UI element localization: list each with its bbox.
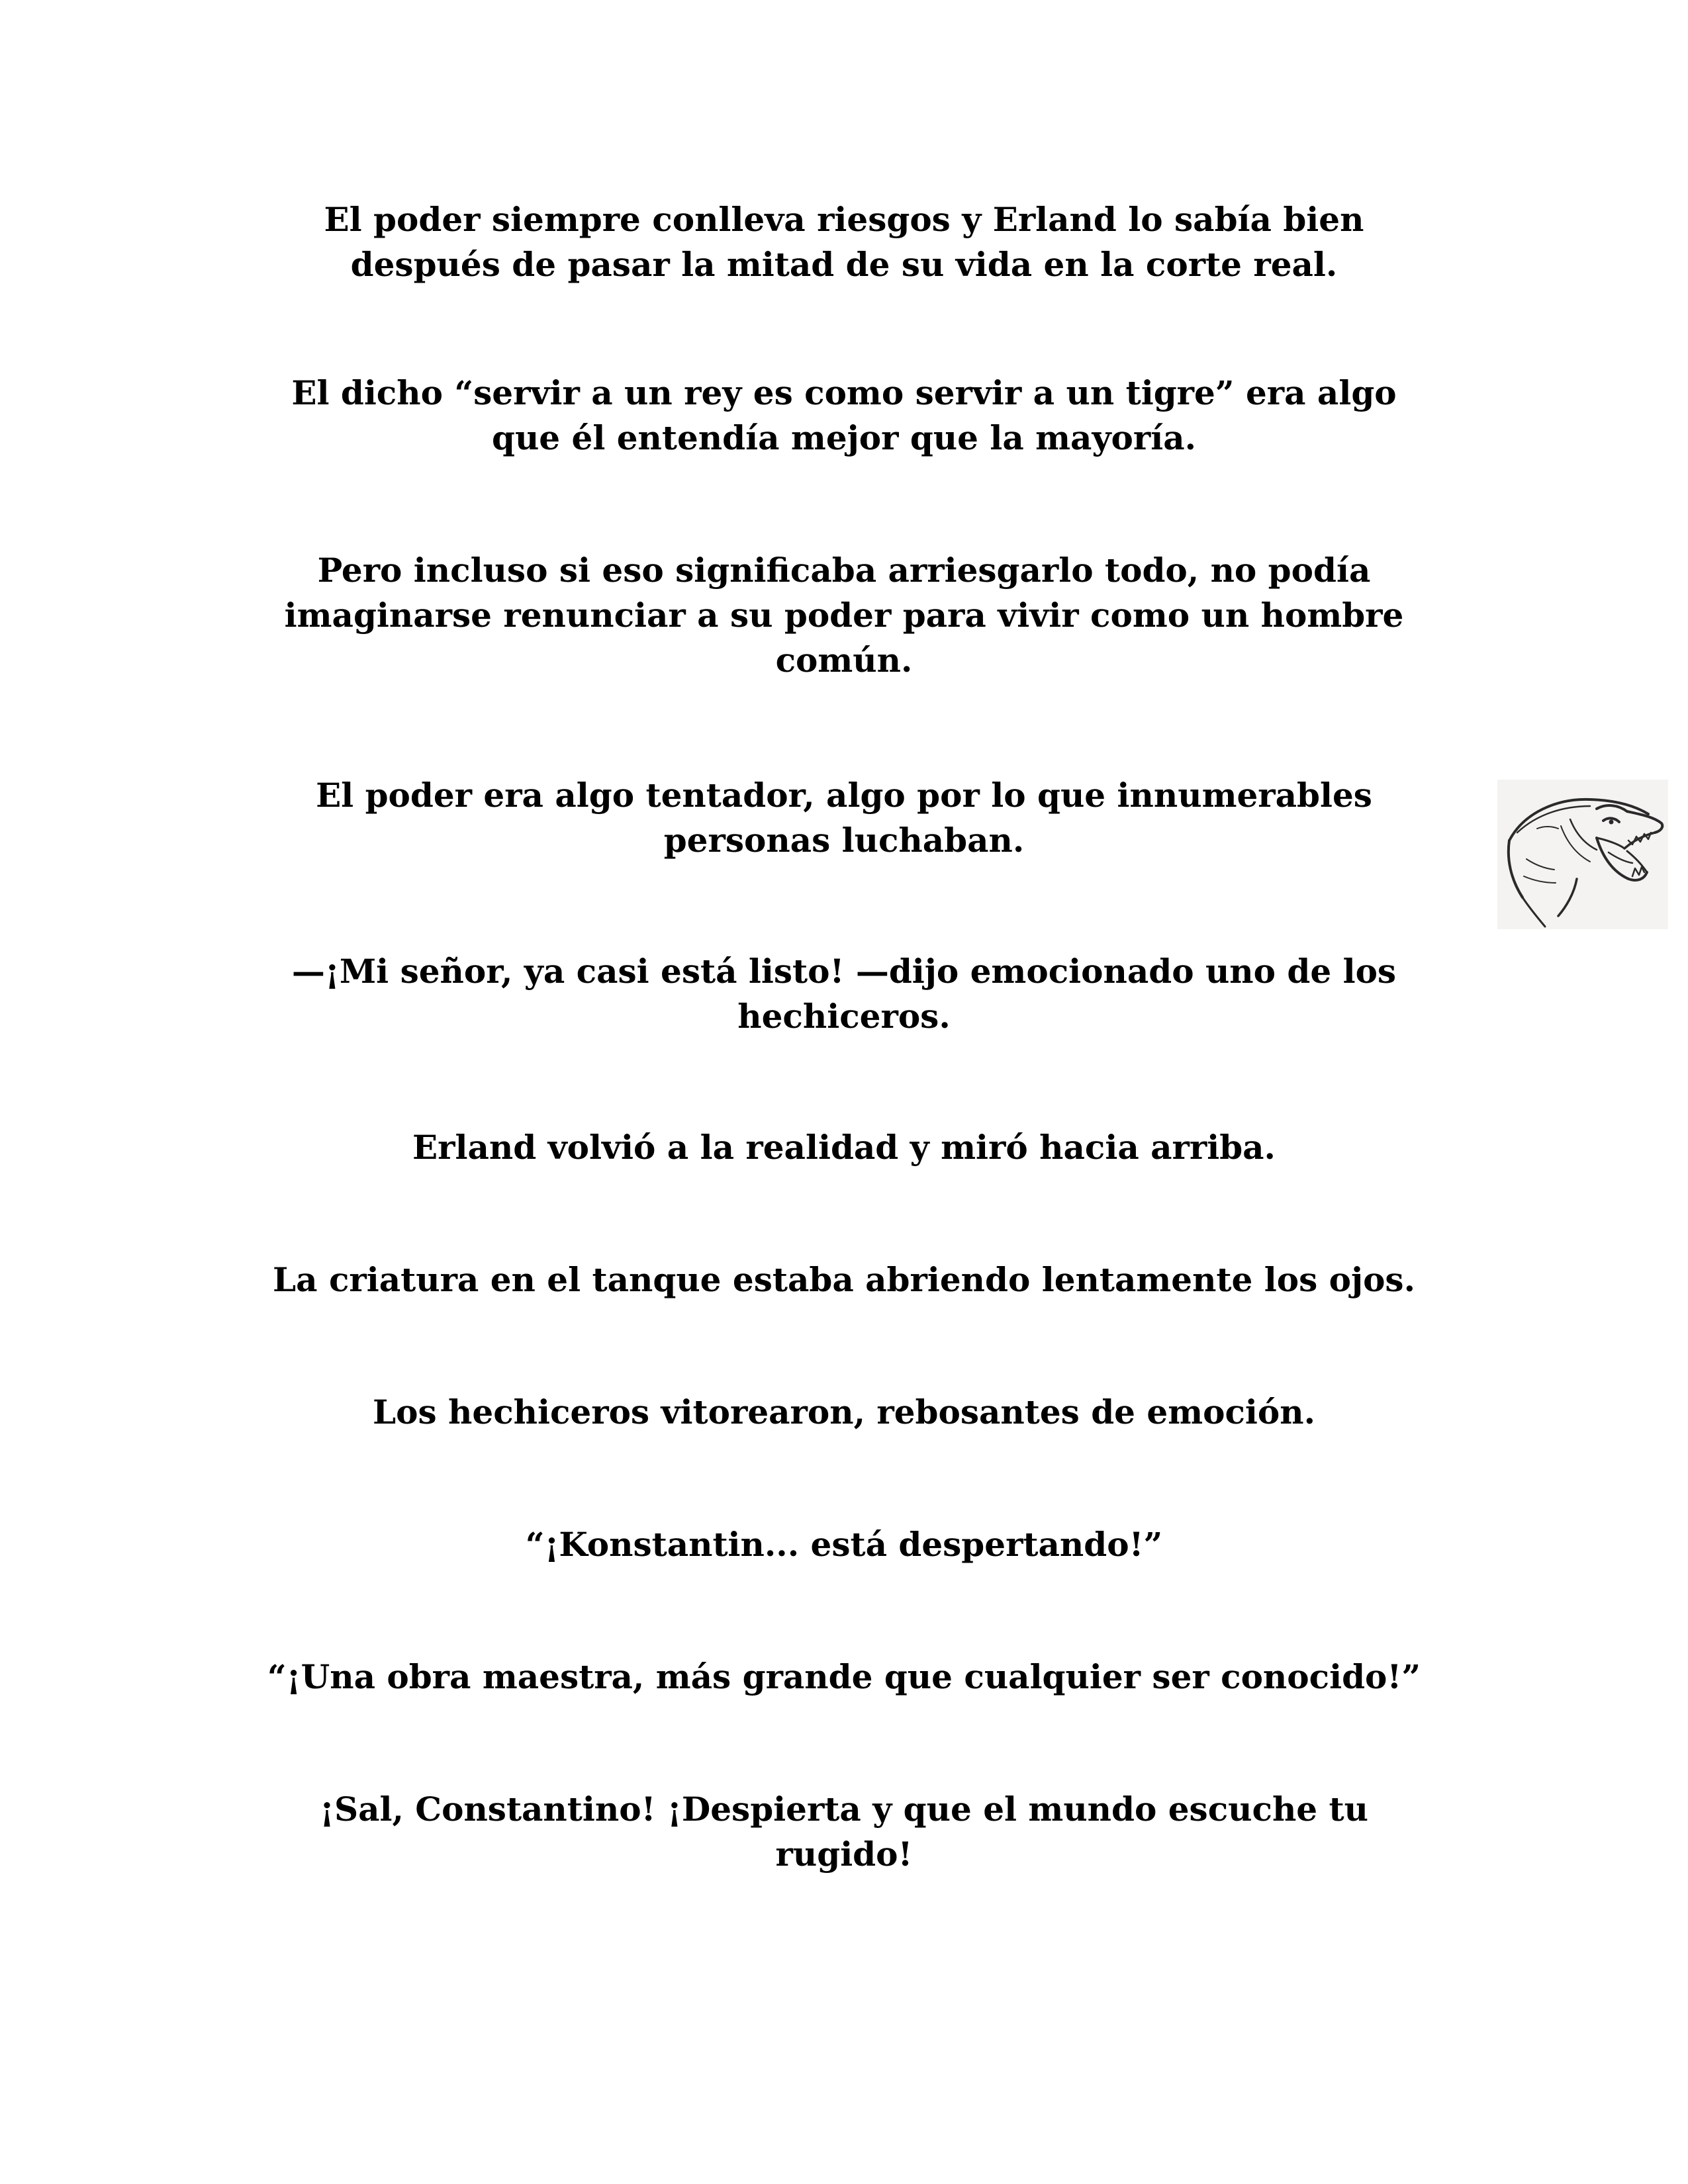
paragraph-3: Pero incluso si eso significaba arriesgarlo todo, no podía imaginarse renunciar a su poder para vivir como un hombre común. xyxy=(284,551,1404,680)
paragraph-7: La criatura en el tanque estaba abriendo lentamente los ojos. xyxy=(273,1260,1415,1299)
paragraph-4: El poder era algo tentador, algo por lo que innumerables personas luchaban. xyxy=(316,776,1372,860)
paragraph-11: ¡Sal, Constantino! ¡Despierta y que el mundo escuche tu rugido! xyxy=(320,1790,1368,1874)
paragraph-2: El dicho “servir a un rey es como servir a un tigre” era algo que él entendía mejor que la mayoría. xyxy=(291,373,1397,457)
paragraph-8: Los hechiceros vitorearon, rebosantes de emoción. xyxy=(372,1392,1316,1432)
paragraph-5: —¡Mi señor, ya casi está listo! —dijo emocionado uno de los hechiceros. xyxy=(291,952,1397,1036)
paragraph-1: El poder siempre conlleva riesgos y Erland lo sabía bien después de pasar la mitad de su vida en la corte real. xyxy=(324,200,1364,284)
paragraph-10: “¡Una obra maestra, más grande que cualquier ser conocido!” xyxy=(267,1657,1421,1696)
paragraph-9: “¡Konstantin... está despertando!” xyxy=(525,1525,1163,1564)
paragraph-6: Erland volvió a la realidad y miró hacia arriba. xyxy=(412,1128,1276,1167)
dinosaur-head-sketch-icon xyxy=(1497,780,1668,929)
